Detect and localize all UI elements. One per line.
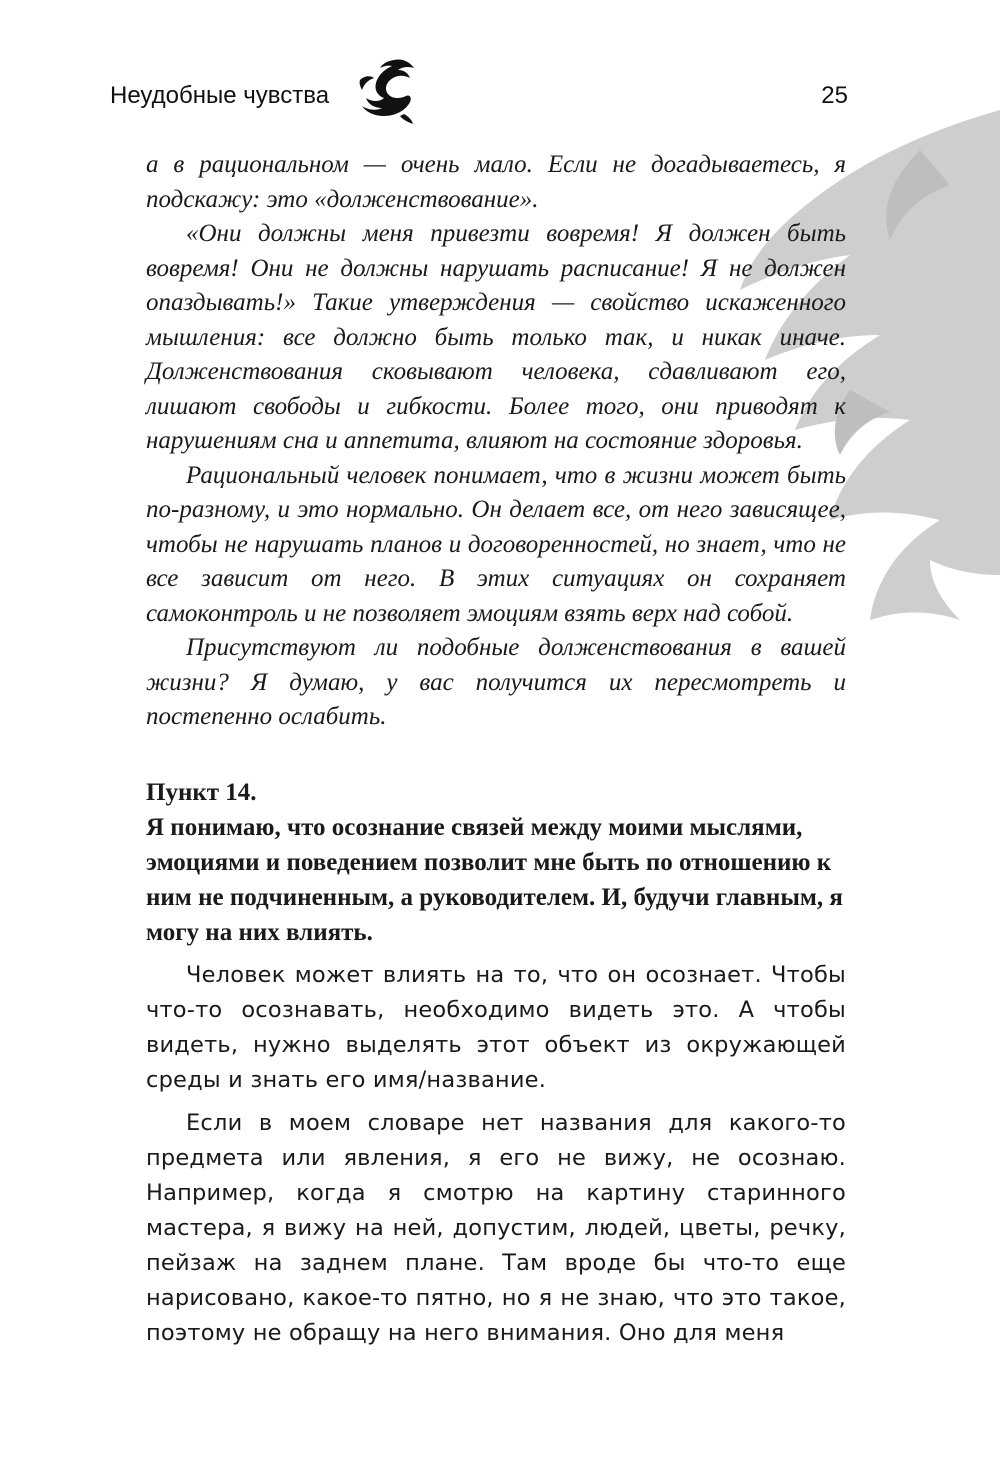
page-content — [146, 148, 846, 1351]
item-statement: Я понимаю, что осознание связей между моими мыслями, эмоциями и поведением позволит мне быть по отношению к ним не подчиненным, а руководителем. И, будучи главным, я могу на них влиять. — [146, 813, 843, 946]
running-title: Неудобные чувства — [110, 82, 330, 109]
body-paragraph: Человек может влиять на то, что он осознает. Чтобы что-то осознавать, необходимо видеть это. А чтобы видеть, нужно выделять этот объект из окружающей среды и знать его имя/название. — [146, 961, 846, 1093]
item-number: Пункт 14. — [146, 778, 257, 806]
italic-paragraph: Присутствуют ли подобные долженствования в вашей жизни? Я думаю, у вас получится их пересмотреть и постепенно ослабить. — [146, 634, 846, 730]
body-text — [146, 958, 846, 1351]
italic-paragraph: а в рациональном — очень мало. Если не догадываетесь, я подскажу: это «долженствование». — [146, 151, 846, 213]
italic-paragraph: «Они должны меня привезти вовремя! Я должен быть вовремя! Они не должны нарушать расписание! Я не должен опаздывать!» Такие утверждения — свойство искаженного мышления: все должно быть только так, и никак иначе. Долженствования сковывают человека, сдавливают его, лишают свободы и гибкости. Более того, они приводят к нарушениям сна и аппетита, влияют на состояние здоровья. — [146, 220, 846, 454]
page-header — [110, 72, 848, 132]
page-number: 25 — [821, 82, 848, 109]
dragon-icon — [350, 56, 422, 128]
italic-paragraph: Рациональный человек понимает, что в жизни может быть по-разному, и это нормально. Он делает все, от него зависящее, чтобы не нарушать планов и договоренностей, но знает, что не все зависит от него. В этих ситуациях он сохраняет самоконтроль и не позволяет эмоциям взять верх над собой. — [146, 461, 846, 627]
body-paragraph: Если в моем словаре нет названия для какого-то предмета или явления, я его не вижу, не осознаю. Например, когда я смотрю на картину старинного мастера, я вижу на ней, допустим, людей, цветы, речку, пейзаж на заднем плане. Там вроде бы что-то еще нарисовано, какое-то пятно, но я не знаю, что это такое, поэтому не обращу на него внимания. Оно для меня — [146, 1109, 846, 1346]
